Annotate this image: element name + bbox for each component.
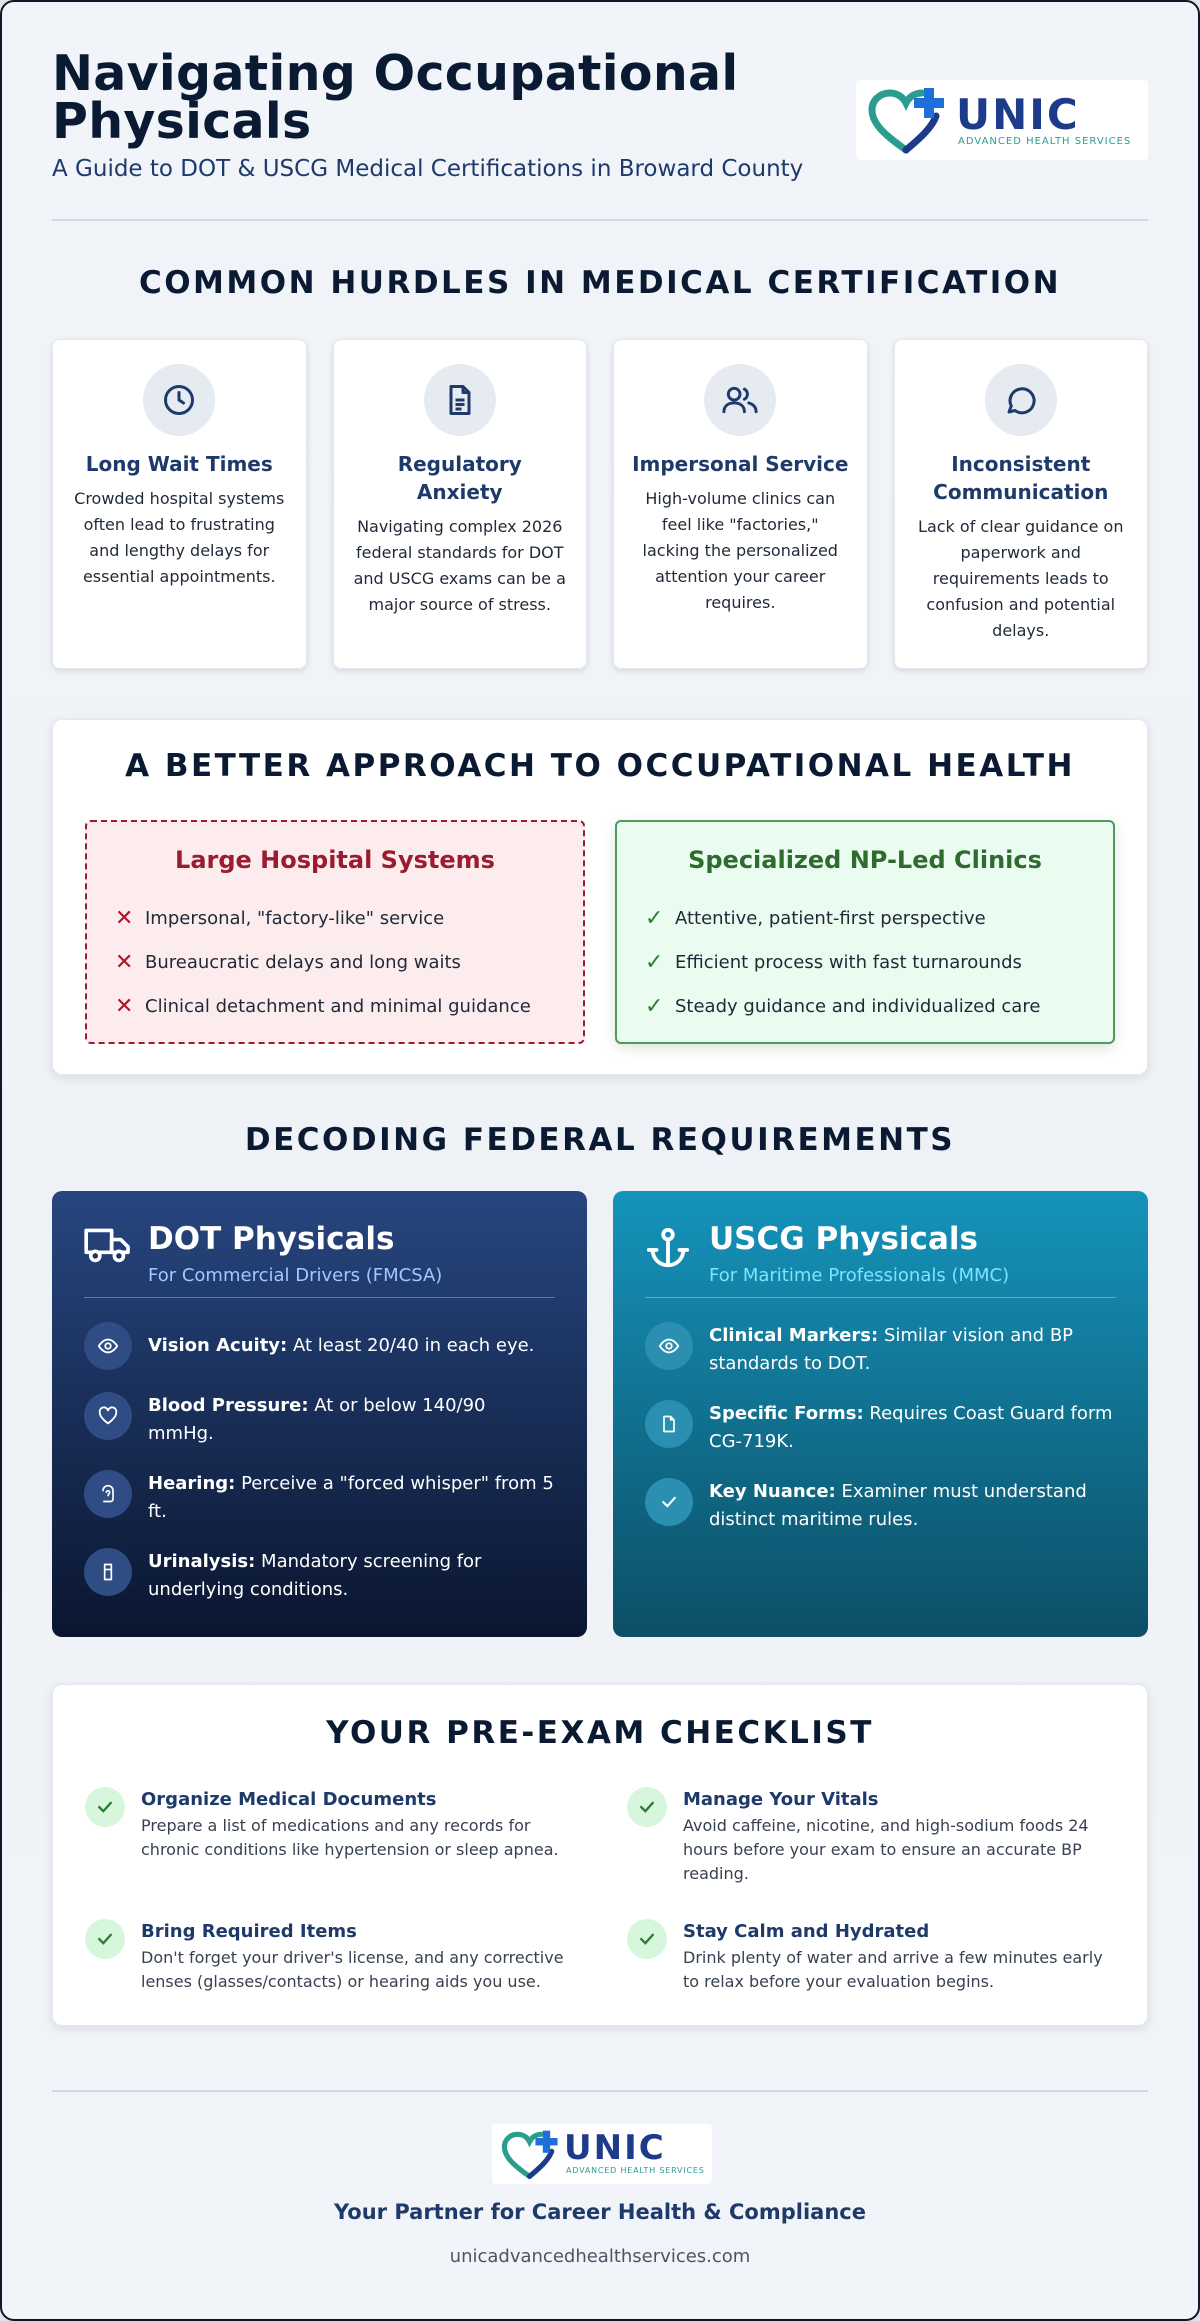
footer-divider bbox=[52, 2090, 1148, 2092]
checklist-panel bbox=[52, 1684, 1148, 2026]
requirement-text: At least 20/40 in each eye. bbox=[287, 1335, 535, 1356]
hurdle-text: High-volume clinics can feel like "factories," lacking the personalized attention your career requires. bbox=[642, 489, 838, 612]
requirement-item bbox=[84, 1322, 555, 1370]
hurdle-card bbox=[333, 339, 588, 669]
footer-tagline: Your Partner for Career Health & Compliance bbox=[334, 2200, 866, 2224]
hurdle-card bbox=[894, 339, 1149, 669]
approach-heading: A BETTER APPROACH TO OCCUPATIONAL HEALTH bbox=[125, 748, 1075, 784]
x-mark-icon: ✕ bbox=[115, 905, 134, 931]
divider bbox=[645, 1297, 1116, 1298]
dot-card-subtitle: For Commercial Drivers (FMCSA) bbox=[148, 1265, 443, 1286]
page-subtitle: A Guide to DOT & USCG Medical Certifications in Broward County bbox=[52, 156, 804, 182]
checklist-item-title: Organize Medical Documents bbox=[141, 1789, 437, 1810]
divider bbox=[84, 1297, 555, 1298]
dot-physicals-card bbox=[52, 1191, 587, 1637]
footer-logo-wordmark: UNIC bbox=[564, 2128, 666, 2168]
check-mark-icon: ✓ bbox=[645, 993, 664, 1019]
requirement-label: Specific Forms: bbox=[709, 1403, 864, 1424]
requirement-item bbox=[645, 1322, 1116, 1378]
list-item-text: Clinical detachment and minimal guidance bbox=[145, 995, 531, 1017]
check-mark-icon: ✓ bbox=[645, 905, 664, 931]
list-item bbox=[645, 940, 1085, 984]
dot-card-header bbox=[84, 1221, 555, 1297]
list-item bbox=[645, 896, 1085, 940]
ear-icon bbox=[84, 1470, 132, 1518]
requirement-text: At or below 140/90 mmHg. bbox=[148, 1395, 486, 1444]
checklist-item-text: Drink plenty of water and arrive a few minutes early to relax before your evaluation begins. bbox=[683, 1948, 1103, 1991]
heart-icon bbox=[84, 1392, 132, 1440]
requirement-item bbox=[645, 1478, 1116, 1534]
list-item bbox=[645, 984, 1085, 1028]
heart-cross-icon bbox=[500, 2130, 562, 2180]
checklist-item-text: Avoid caffeine, nicotine, and high-sodium foods 24 hours before your exam to ensure an accurate BP reading. bbox=[683, 1816, 1089, 1883]
header-divider bbox=[52, 219, 1148, 221]
hurdle-card bbox=[613, 339, 868, 669]
checklist-item-title: Bring Required Items bbox=[141, 1921, 357, 1942]
federal-heading: DECODING FEDERAL REQUIREMENTS bbox=[244, 1122, 956, 1158]
check-circle-icon bbox=[85, 1787, 125, 1827]
requirement-item bbox=[84, 1392, 555, 1448]
heart-cross-icon bbox=[866, 88, 950, 154]
uscg-card-header bbox=[645, 1221, 1116, 1297]
footer-website-link[interactable]: unicadvancedhealthservices.com bbox=[449, 2246, 751, 2267]
anchor-icon bbox=[645, 1225, 709, 1275]
form-document-icon bbox=[645, 1400, 693, 1448]
checklist-item-text: Prepare a list of medications and any records for chronic conditions like hypertension or sleep apnea. bbox=[141, 1816, 559, 1859]
approach-panel bbox=[52, 719, 1148, 1075]
requirement-label: Blood Pressure: bbox=[148, 1395, 309, 1416]
requirement-text: Mandatory screening for underlying conditions. bbox=[148, 1551, 482, 1600]
footer-logo bbox=[492, 2124, 712, 2184]
hurdles-heading: COMMON HURDLES IN MEDICAL CERTIFICATION bbox=[138, 265, 1062, 301]
checklist-item-title: Stay Calm and Hydrated bbox=[683, 1921, 930, 1942]
federal-cards bbox=[52, 1191, 1148, 1637]
requirement-item bbox=[84, 1470, 555, 1526]
specimen-cup-icon bbox=[84, 1548, 132, 1596]
checklist-item-title: Manage Your Vitals bbox=[683, 1789, 879, 1810]
logo-tagline: ADVANCED HEALTH SERVICES bbox=[958, 136, 1132, 147]
dot-card-title: DOT Physicals bbox=[148, 1221, 395, 1257]
footer-logo-tagline: ADVANCED HEALTH SERVICES bbox=[566, 2166, 705, 2175]
hospital-systems-box bbox=[85, 820, 585, 1044]
hurdle-title: Long Wait Times bbox=[85, 452, 273, 476]
check-mark-icon: ✓ bbox=[645, 949, 664, 975]
list-item-text: Efficient process with fast turnarounds bbox=[675, 951, 1022, 973]
checklist-item-text: Don't forget your driver's license, and any corrective lenses (glasses/contacts) or hearing aids you use. bbox=[141, 1948, 564, 1991]
list-item bbox=[115, 896, 555, 940]
checklist-item bbox=[627, 1787, 1117, 1886]
hurdle-text: Lack of clear guidance on paperwork and requirements leads to confusion and potential delays. bbox=[918, 517, 1124, 640]
uscg-physicals-card bbox=[613, 1191, 1148, 1637]
list-item-text: Steady guidance and individualized care bbox=[675, 995, 1041, 1017]
x-mark-icon: ✕ bbox=[115, 949, 134, 975]
logo-wordmark: UNIC bbox=[956, 90, 1080, 139]
check-circle-icon bbox=[85, 1919, 125, 1959]
requirement-label: Key Nuance: bbox=[709, 1481, 836, 1502]
header bbox=[52, 45, 1148, 190]
users-icon bbox=[704, 364, 776, 436]
list-item-text: Impersonal, "factory-like" service bbox=[145, 907, 445, 929]
requirement-label: Vision Acuity: bbox=[148, 1335, 288, 1356]
checklist-item bbox=[627, 1919, 1117, 1994]
check-circle-icon bbox=[627, 1787, 667, 1827]
hospital-systems-title: Large Hospital Systems bbox=[175, 846, 495, 874]
truck-icon bbox=[84, 1225, 148, 1269]
uscg-card-subtitle: For Maritime Professionals (MMC) bbox=[709, 1265, 1010, 1286]
document-icon bbox=[424, 364, 496, 436]
list-item-text: Attentive, patient-first perspective bbox=[675, 907, 986, 929]
eye-icon bbox=[645, 1322, 693, 1370]
list-item bbox=[115, 984, 555, 1028]
checklist-item bbox=[85, 1919, 575, 1994]
requirement-label: Hearing: bbox=[148, 1473, 236, 1494]
page-title: Navigating Occupational Physicals bbox=[52, 45, 739, 150]
x-mark-icon: ✕ bbox=[115, 993, 134, 1019]
hurdle-text: Navigating complex 2026 federal standards for DOT and USCG exams can be a major source of stress. bbox=[353, 517, 566, 614]
hurdle-title: Regulatory Anxiety bbox=[397, 452, 522, 504]
requirement-text: Examiner must understand distinct maritime rules. bbox=[709, 1481, 1087, 1530]
hurdle-card bbox=[52, 339, 307, 669]
hurdles-grid bbox=[52, 339, 1148, 669]
np-clinics-title: Specialized NP-Led Clinics bbox=[688, 846, 1042, 874]
hurdle-title: Inconsistent Communication bbox=[933, 452, 1109, 504]
hurdle-text: Crowded hospital systems often lead to frustrating and lengthy delays for essential appointments. bbox=[74, 489, 285, 586]
requirement-text: Perceive a "forced whisper" from 5 ft. bbox=[148, 1473, 554, 1522]
chat-bubble-icon bbox=[985, 364, 1057, 436]
checklist-item bbox=[85, 1787, 575, 1862]
requirement-item bbox=[645, 1400, 1116, 1456]
checkmark-icon bbox=[645, 1478, 693, 1526]
list-item-text: Bureaucratic delays and long waits bbox=[145, 951, 461, 973]
np-clinics-box bbox=[615, 820, 1115, 1044]
checklist-heading: YOUR PRE-EXAM CHECKLIST bbox=[326, 1715, 874, 1751]
requirement-text: Requires Coast Guard form CG-719K. bbox=[709, 1403, 1113, 1452]
unic-logo bbox=[856, 80, 1148, 160]
requirement-item bbox=[84, 1548, 555, 1604]
uscg-card-title: USCG Physicals bbox=[709, 1221, 978, 1257]
clock-icon bbox=[143, 364, 215, 436]
requirement-label: Clinical Markers: bbox=[709, 1325, 879, 1346]
requirement-label: Urinalysis: bbox=[148, 1551, 256, 1572]
requirement-text: Similar vision and BP standards to DOT. bbox=[709, 1325, 1074, 1374]
check-circle-icon bbox=[627, 1919, 667, 1959]
eye-icon bbox=[84, 1322, 132, 1370]
list-item bbox=[115, 940, 555, 984]
hurdle-title: Impersonal Service bbox=[632, 452, 849, 476]
